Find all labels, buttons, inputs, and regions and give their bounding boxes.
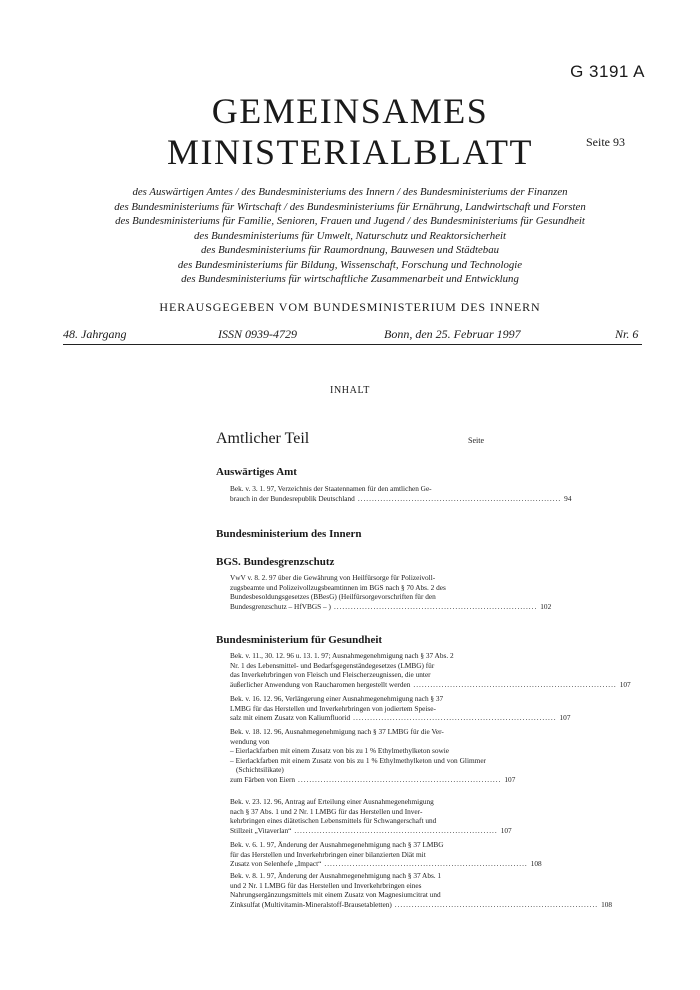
publisher-line: des Bundesministeriums für Familie, Senioren, Frauen und Jugend / des Bundesministeriums für Gesundheit — [115, 215, 585, 227]
section-heading-auswaertiges-amt: Auswärtiges Amt — [216, 466, 297, 478]
entry-text: zum Färben von Eiern — [230, 774, 296, 784]
entry-line: VwV v. 8. 2. 97 über die Gewährung von Heilfürsorge für Polizeivoll- — [230, 573, 436, 582]
publisher-line: des Auswärtigen Amtes / des Bundesministeriums des Innern / des Bundesministeriums der Finanzen — [132, 186, 568, 198]
toc-entry — [230, 484, 572, 503]
entry-line: kehrbringen eines diätetischen Lebensmittels für Schwangerschaft und — [230, 816, 437, 826]
volume-year: 48. Jahrgang — [63, 327, 127, 341]
title-line-2: MINISTERIALBLATT — [167, 132, 533, 172]
entry-last-line — [230, 493, 572, 504]
leader-dots: ........................................................................ — [394, 899, 599, 909]
toc-entry — [230, 694, 571, 723]
entry-list-item: – Eierlackfarben mit einem Zusatz von bis zu 1 % Ethylmethylketon sowie — [230, 746, 450, 756]
page-number: Seite 93 — [586, 135, 625, 149]
entry-page: 108 — [530, 859, 542, 869]
entry-page: 107 — [559, 713, 571, 723]
entry-line: das Inverkehrbringen von Fleisch und Fleischerzeugnissen, die unter — [230, 670, 431, 680]
toc-entry — [230, 651, 631, 689]
toc-entry — [230, 573, 552, 611]
leader-dots: ........................................................................ — [294, 825, 498, 835]
publisher-line: des Bundesministeriums für Wirtschaft / des Bundesministeriums für Ernährung, Landwirtschaft und Forsten — [114, 200, 586, 213]
editor-line: HERAUSGEGEBEN VOM BUNDESMINISTERIUM DES INNERN — [159, 300, 541, 314]
publisher-line: des Bundesministeriums für Umwelt, Naturschutz und Reaktorsicherheit — [194, 229, 506, 242]
entry-line: LMBG für das Herstellen und Inverkehrbringen von jodiertem Speise- — [230, 703, 436, 713]
entry-line: für das Herstellen und Inverkehrbringen einer bilanzierten Diät mit — [230, 849, 426, 859]
entry-line: Bek. v. 16. 12. 96, Verlängerung einer Ausnahmegenehmigung nach § 37 — [230, 694, 444, 703]
page-column-label: Seite — [468, 436, 484, 445]
issue-number: Nr. 6 — [615, 327, 639, 341]
document-code: G 3191 A — [570, 62, 645, 81]
entry-line: Bek. v. 11., 30. 12. 96 u. 13. 1. 97; Ausnahmegenehmigung nach § 37 Abs. 2 — [230, 651, 454, 660]
entry-page: 107 — [619, 679, 631, 689]
contents-heading: INHALT — [330, 385, 370, 396]
issue-date: Bonn, den 25. Februar 1997 — [384, 327, 521, 341]
entry-line: Bek. v. 23. 12. 96, Antrag auf Erteilung einer Ausnahmegenehmigung — [230, 797, 434, 806]
entry-last-line — [230, 825, 512, 836]
entry-text: Bundesgrenzschutz – HfVBGS – ) — [230, 601, 331, 611]
leader-dots: ........................................................................ — [333, 601, 538, 611]
title-line-1: GEMEINSAMES — [211, 91, 489, 131]
entry-page: 108 — [601, 899, 613, 909]
publisher-line: des Bundesministeriums für Raumordnung, Bauwesen und Städtebau — [201, 244, 499, 256]
entry-line: Nahrungsergänzungsmittels mit einem Zusatz von Magnesiumcitrat und — [230, 890, 441, 900]
issn: ISSN 0939-4729 — [218, 327, 297, 341]
leader-dots: ........................................................................ — [324, 859, 528, 869]
entry-line: Bek. v. 3. 1. 97, Verzeichnis der Staatennamen für den amtlichen Ge- — [230, 484, 432, 493]
entry-line: nach § 37 Abs. 1 und 2 Nr. 1 LMBG für das Herstellen und Inver- — [230, 806, 423, 816]
entry-list-item: – Eierlackfarben mit einem Zusatz von bis zu 1 % Ethylmethylketon und von Glimmer (Schichtsilikate) — [230, 755, 486, 775]
publisher-line: des Bundesministeriums für Bildung, Wissenschaft, Forschung und Technologie — [177, 258, 523, 271]
toc-entry — [230, 871, 613, 909]
entry-text: brauch in der Bundesrepublik Deutschland — [230, 493, 355, 503]
entry-text: Stillzeit „Vitaverlan“ — [230, 825, 292, 835]
entry-text: Zinksulfat (Multivitamin-Mineralstoff-Brausetabletten) — [230, 899, 392, 909]
entry-line: Bek. v. 18. 12. 96, Ausnahmegenehmigung nach § 37 LMBG für die Ver- — [230, 727, 444, 736]
section-heading-gesundheit: Bundesministerium für Gesundheit — [216, 634, 383, 646]
entry-text: Zusatz von Selenhefe „Impact“ — [230, 859, 322, 869]
entry-line: zugsbeamte und Polizeivollzugsbeamtinnen im BGS nach § 70 Abs. 2 des — [230, 582, 446, 592]
entry-last-line — [230, 859, 542, 869]
part-title: Amtlicher Teil — [216, 430, 310, 447]
entry-page: 94 — [564, 493, 572, 503]
leader-dots: ........................................................................ — [298, 774, 502, 784]
toc-entry — [230, 727, 516, 785]
entry-last-line — [230, 679, 631, 690]
entry-line: Nr. 1 des Lebensmittel- und Bedarfsgegenständegesetzes (LMBG) für — [230, 660, 435, 670]
entry-last-line — [230, 601, 552, 612]
entry-line: Bundesbesoldungsgesetzes (BBesG) (Heilfürsorgevorschriften für den — [230, 592, 436, 602]
section-heading-bgs: BGS. Bundesgrenzschutz — [216, 556, 335, 568]
toc-entry — [230, 797, 512, 835]
entry-page: 102 — [540, 601, 552, 611]
leader-dots: ........................................................................ — [357, 493, 562, 503]
entry-line: Bek. v. 6. 1. 97, Änderung der Ausnahmegenehmigung nach § 37 LMBG — [230, 840, 444, 849]
entry-page: 107 — [504, 774, 516, 784]
entry-last-line — [230, 713, 571, 723]
entry-line: und 2 Nr. 1 LMBG für das Herstellen und Inverkehrbringen eines — [230, 880, 422, 890]
section-heading-innern: Bundesministerium des Innern — [216, 528, 362, 540]
entry-line: wendung von — [230, 736, 270, 746]
entry-last-line — [230, 774, 516, 785]
entry-page: 107 — [500, 825, 512, 835]
entry-line: Bek. v. 8. 1. 97, Änderung der Ausnahmegenehmigung nach § 37 Abs. 1 — [230, 871, 442, 880]
publisher-list — [0, 185, 700, 287]
toc-entry — [230, 840, 542, 869]
entry-text: salz mit einem Zusatz von Kaliumfluorid — [230, 713, 351, 723]
publisher-line: des Bundesministeriums für wirtschaftliche Zusammenarbeit und Entwicklung — [181, 273, 519, 285]
leader-dots: ........................................................................ — [353, 713, 557, 723]
leader-dots: ........................................................................ — [413, 679, 617, 689]
header-rule — [63, 344, 642, 345]
entry-last-line — [230, 899, 613, 910]
entry-text: äußerlicher Anwendung von Raucharomen hergestellt werden — [230, 679, 411, 689]
